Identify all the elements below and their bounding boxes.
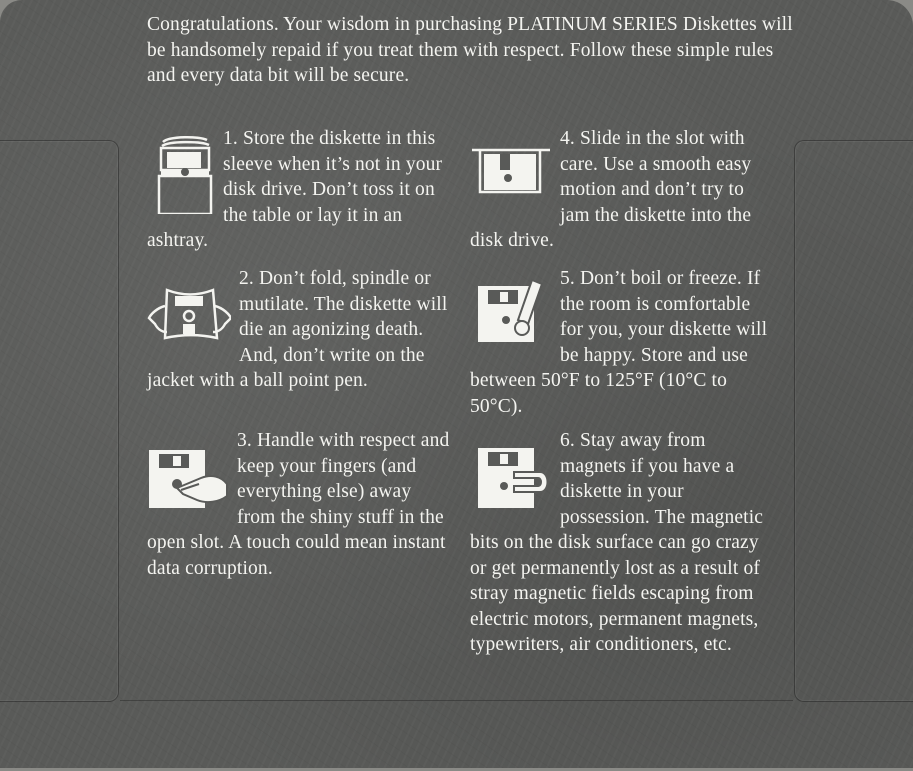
bottom-flap xyxy=(120,700,793,771)
right-flap xyxy=(794,140,913,702)
diskette-magnet-icon xyxy=(470,428,552,510)
hands-bending-diskette-icon xyxy=(147,266,231,346)
rule-1 xyxy=(147,126,452,254)
finger-touching-diskette-icon xyxy=(147,428,229,510)
rule-5 xyxy=(470,266,775,419)
diskette-in-sleeve-icon xyxy=(147,126,215,214)
rule-6 xyxy=(470,428,775,658)
rule-1-text: 1. Store the diskette in this sleeve when it’s not in your disk drive. Don’t toss it on the table or lay it in an ashtray. xyxy=(147,128,443,251)
rule-4 xyxy=(470,126,775,254)
rule-5-text: 5. Don’t boil or freeze. If the room is comfortable for you, your diskette will be happy. Store and use between 50°F to 125°F (10°C to 50°C). xyxy=(470,268,768,417)
rule-3-text: 3. Handle with respect and keep your fingers (and everything else) away from the shiny stuff in the open slot. A touch could mean instant data corruption. xyxy=(147,430,450,579)
diskette-into-drive-icon xyxy=(470,126,552,206)
intro-paragraph: Congratulations. Your wisdom in purchasing PLATINUM SERIES Diskettes will be handsomely repaid if you treat them with respect. Follow these simple rules and every data bit will be secure. xyxy=(147,14,793,86)
diskette-thermometer-icon xyxy=(470,266,552,346)
rule-6-text: 6. Stay away from magnets if you have a diskette in your possession. The magnetic bits on the disk surface can go crazy or get permanently lost as a result of stray magnetic fields escaping from electric motors, permanent magnets, typewriters, air conditioners, etc. xyxy=(470,430,764,655)
rule-4-text: 4. Slide in the slot with care. Use a smooth easy motion and don’t try to jam the diskette into the disk drive. xyxy=(470,128,752,251)
rule-2-text: 2. Don’t fold, spindle or mutilate. The diskette will die an agonizing death. And, don’t write on the jacket with a ball point pen. xyxy=(147,268,448,391)
left-flap xyxy=(0,140,119,702)
rule-2 xyxy=(147,266,452,394)
rule-3 xyxy=(147,428,452,581)
